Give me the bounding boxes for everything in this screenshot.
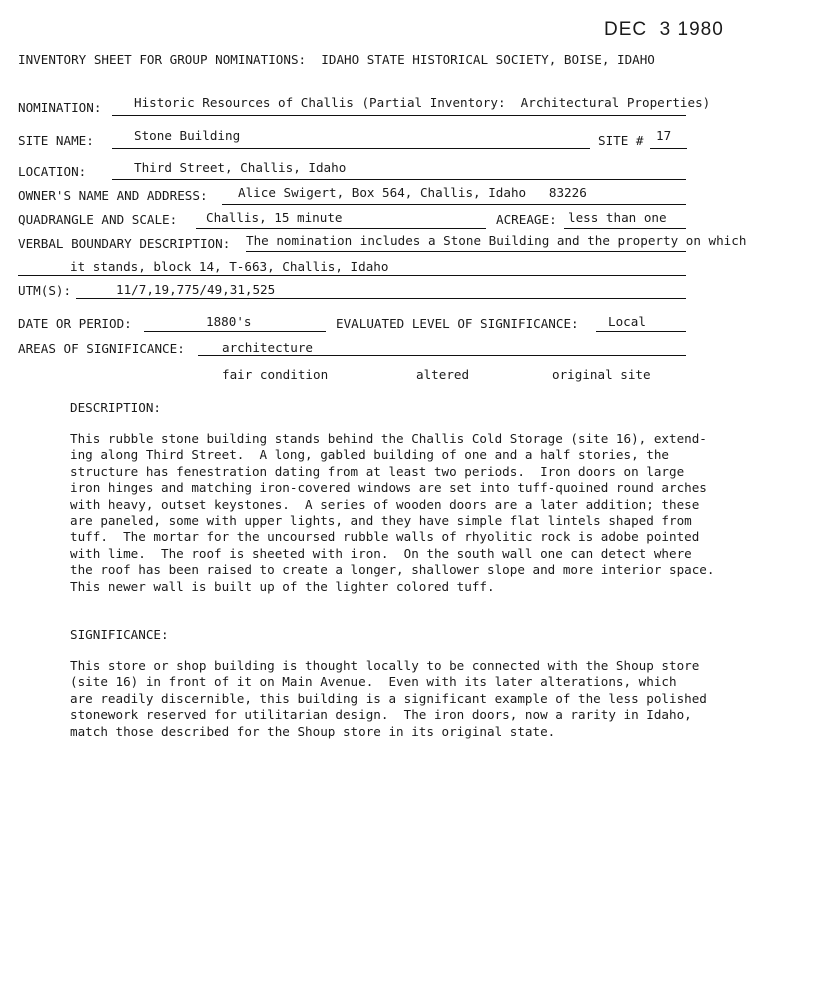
description-line: This newer wall is built up of the lighter colored tuff. xyxy=(70,578,495,594)
location-label: LOCATION: xyxy=(18,164,87,179)
boundary-value-line-2: it stands, block 14, T-663, Challis, Idaho xyxy=(70,259,389,274)
acreage-underline xyxy=(564,228,686,229)
date-period-value: 1880's xyxy=(206,314,252,329)
quadrangle-value: Challis, 15 minute xyxy=(206,210,343,225)
description-line: with lime. The roof is sheeted with iron. On the south wall one can detect where xyxy=(70,545,692,561)
significance-line: (site 16) in front of it on Main Avenue. Even with its later alterations, which xyxy=(70,674,677,690)
significance-line: stonework reserved for utilitarian design. The iron doors, now a rarity in Idaho, xyxy=(70,707,692,723)
boundary-label: VERBAL BOUNDARY DESCRIPTION: xyxy=(18,236,231,251)
condition-altered: altered xyxy=(416,367,470,382)
utm-value: 11/7,19,775/49,31,525 xyxy=(116,282,276,297)
description-body xyxy=(70,431,760,595)
significance-body xyxy=(70,658,760,740)
acreage-value: less than one xyxy=(568,210,667,225)
boundary-value-line-1: The nomination includes a Stone Building and the property on which xyxy=(246,233,747,248)
date-period-underline xyxy=(144,331,326,332)
site-number-value: 17 xyxy=(656,128,672,143)
significance-level-value: Local xyxy=(608,314,646,329)
areas-label: AREAS OF SIGNIFICANCE: xyxy=(18,341,185,356)
areas-value: architecture xyxy=(222,340,313,355)
owner-underline xyxy=(222,204,686,205)
boundary-underline-1 xyxy=(246,251,686,252)
significance-line: match those described for the Shoup store in its original state. xyxy=(70,723,556,739)
significance-heading: SIGNIFICANCE: xyxy=(70,627,169,642)
owner-value: Alice Swigert, Box 564, Challis, Idaho 83226 xyxy=(238,185,587,200)
description-line: iron hinges and matching iron-covered windows are set into tuff-quoined round arches xyxy=(70,480,707,496)
description-line: the roof has been raised to create a longer, shallower slope and more interior space. xyxy=(70,562,715,578)
nomination-label: NOMINATION: xyxy=(18,100,102,115)
form-header: INVENTORY SHEET FOR GROUP NOMINATIONS: IDAHO STATE HISTORICAL SOCIETY, BOISE, IDAHO xyxy=(18,52,655,67)
condition-original-site: original site xyxy=(552,367,651,382)
condition-fair: fair condition xyxy=(222,367,329,382)
boundary-underline-2 xyxy=(18,275,686,276)
description-line: This rubble stone building stands behind the Challis Cold Storage (site 16), extend- xyxy=(70,431,707,446)
description-line: are paneled, some with upper lights, and they have simple flat lintels shaped from xyxy=(70,513,692,529)
site-number-label: SITE # xyxy=(598,133,644,148)
date-received-stamp: DEC 3 1980 xyxy=(604,19,724,40)
description-line: ing along Third Street. A long, gabled building of one and a half stories, the xyxy=(70,447,669,463)
significance-level-label: EVALUATED LEVEL OF SIGNIFICANCE: xyxy=(336,316,579,331)
location-value: Third Street, Challis, Idaho xyxy=(134,160,347,175)
description-line: tuff. The mortar for the uncoursed rubble walls of rhyolitic rock is adobe pointed xyxy=(70,529,700,545)
utm-underline xyxy=(76,298,686,299)
utm-label: UTM(S): xyxy=(18,283,72,298)
description-line: structure has fenestration dating from at least two periods. Iron doors on large xyxy=(70,463,685,479)
description-heading: DESCRIPTION: xyxy=(70,400,161,415)
nomination-underline xyxy=(112,115,686,116)
site-name-underline xyxy=(112,148,590,149)
site-name-label: SITE NAME: xyxy=(18,133,94,148)
site-number-underline xyxy=(650,148,687,149)
significance-line: are readily discernible, this building is a significant example of the less polished xyxy=(70,690,707,706)
significance-level-underline xyxy=(596,331,686,332)
owner-label: OWNER'S NAME AND ADDRESS: xyxy=(18,188,208,203)
location-underline xyxy=(112,179,686,180)
date-period-label: DATE OR PERIOD: xyxy=(18,316,132,331)
acreage-label: ACREAGE: xyxy=(496,212,557,227)
site-name-value: Stone Building xyxy=(134,128,241,143)
areas-underline xyxy=(198,355,686,356)
quadrangle-label: QUADRANGLE AND SCALE: xyxy=(18,212,178,227)
nomination-value: Historic Resources of Challis (Partial Inventory: Architectural Properties) xyxy=(134,95,711,110)
quadrangle-underline xyxy=(196,228,486,229)
significance-line: This store or shop building is thought locally to be connected with the Shoup store xyxy=(70,658,700,673)
description-line: with heavy, outset keystones. A series of wooden doors are a later addition; these xyxy=(70,496,700,512)
